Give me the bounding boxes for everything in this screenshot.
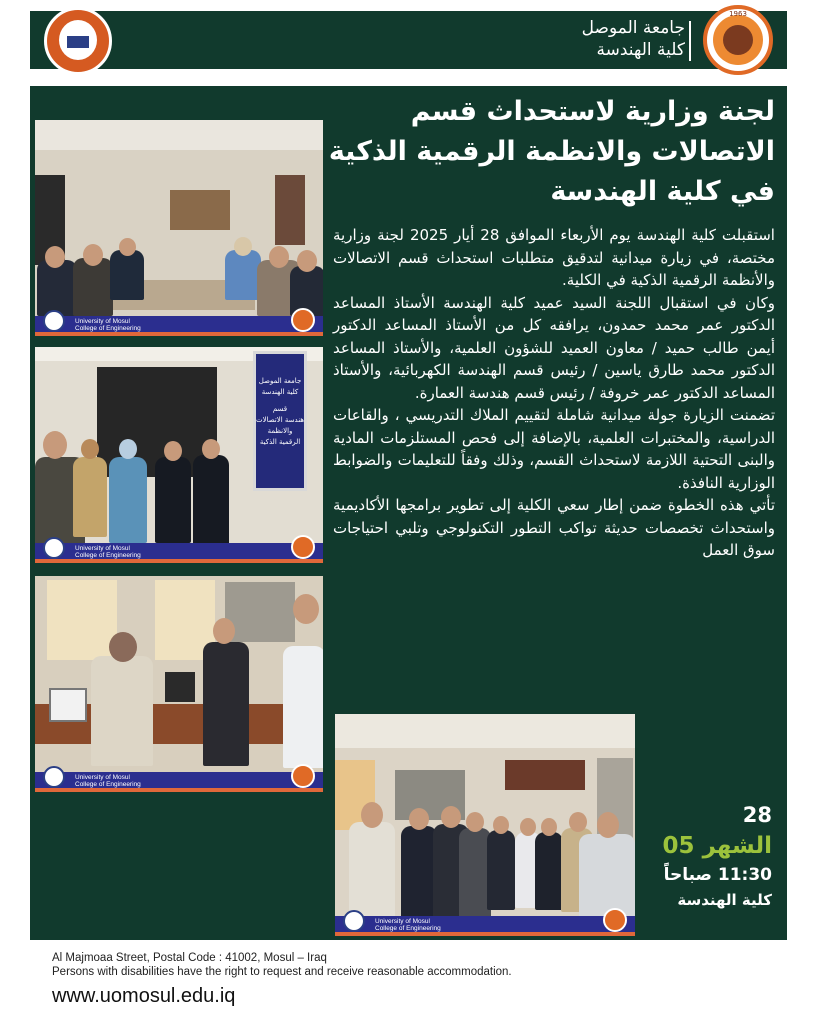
photo-meeting-room — [35, 120, 323, 336]
photo-caption: University of Mosul College of Engineering — [75, 774, 141, 788]
university-logo — [44, 7, 112, 75]
header-bar — [30, 11, 787, 69]
photo-department-banner — [35, 347, 323, 563]
college-badge-icon — [291, 535, 315, 559]
news-panel — [30, 86, 787, 940]
article-paragraph: وكان في استقبال اللجنة السيد عميد كلية الهندسة الأستاذ المساعد الدكتور عمر محمد حمدون، يرافقه كل من الأستاذ المساعد الدكتور أيمن طالب حميد / معاون العميد للشؤون العلمية، والأستاذ المساعد الدكتور محمد طارق ياسين / رئيس قسم الهندسة الكهربائية، والأستاذ المساعد الدكتور عمر خروفة / رئيس قسم هندسة العمارة. — [333, 293, 775, 402]
university-badge-icon — [43, 537, 65, 559]
article-paragraph: تأتي هذه الخطوة ضمن إطار سعي الكلية إلى تطوير برامجها الأكاديمية واستحداث تخصصات حديثة تواكب التطور التكنولوجي وتلبي احتياجات سوق العمل — [333, 496, 775, 559]
college-badge-icon — [291, 308, 315, 332]
article-paragraph: استقبلت كلية الهندسة يوم الأربعاء الموافق 28 أيار 2025 لجنة وزارية مختصة، في زيارة ميدانية لتدقيق متطلبات استحداث قسم الاتصالات والأنظمة الرقمية الذكية في الكلية. — [333, 226, 775, 289]
logo-core — [723, 25, 753, 55]
photo-caption: University of Mosul College of Engineering — [375, 918, 441, 932]
photo-caption-bar — [35, 316, 323, 336]
event-place: كلية الهندسة — [677, 891, 772, 909]
logo-year: 1963 — [729, 10, 747, 18]
footer-accessibility-note: Persons with disabilities have the right to request and receive reasonable accommodation. — [52, 966, 512, 978]
photo-group-tour — [335, 714, 635, 936]
article-paragraph: تضمنت الزيارة جولة ميدانية شاملة لتقييم الملاك التدريسي ، والقاعات الدراسية، والمختبرات العلمية، بالإضافة إلى فحص المستلزمات المادية والبنى التحتية اللازمة لاستحداث القسم، وذلك وفقاً للتعليمات والضوابط الوزارية النافذة. — [333, 406, 775, 492]
college-logo — [703, 5, 773, 75]
photo-caption-bar — [35, 543, 323, 563]
photo-caption: University of Mosul College of Engineering — [75, 545, 141, 559]
article-body — [333, 224, 775, 562]
university-name: جامعة الموصل — [581, 18, 685, 38]
university-badge-icon — [343, 910, 365, 932]
book-icon — [67, 36, 89, 48]
college-badge-icon — [291, 764, 315, 788]
event-date-block — [660, 800, 772, 912]
department-banner-sign: جامعة الموصل كلية الهندسة قسم هندسة الاتصالات والانظمة الرقمية الذكية — [253, 351, 307, 491]
college-name: كلية الهندسة — [596, 40, 685, 60]
header-divider — [689, 21, 691, 61]
footer-website-link[interactable]: www.uomosul.edu.iq — [52, 985, 236, 1007]
university-badge-icon — [43, 766, 65, 788]
article-title: لجنة وزارية لاستحداث قسم الاتصالات والانظمة الرقمية الذكية في كلية الهندسة — [328, 96, 775, 207]
event-time: 11:30 صباحاً — [663, 865, 772, 885]
photo-caption-bar — [335, 916, 635, 936]
college-badge-icon — [603, 908, 627, 932]
photo-caption-bar — [35, 772, 323, 792]
photo-lab-inspection — [35, 576, 323, 792]
header-title — [582, 17, 685, 61]
event-month: الشهر 05 — [662, 833, 772, 859]
university-badge-icon — [43, 310, 65, 332]
event-day: 28 — [742, 803, 772, 827]
photo-caption: University of Mosul College of Engineering — [75, 318, 141, 332]
footer-address: Al Majmoaa Street, Postal Code : 41002, Mosul – Iraq — [52, 952, 327, 964]
